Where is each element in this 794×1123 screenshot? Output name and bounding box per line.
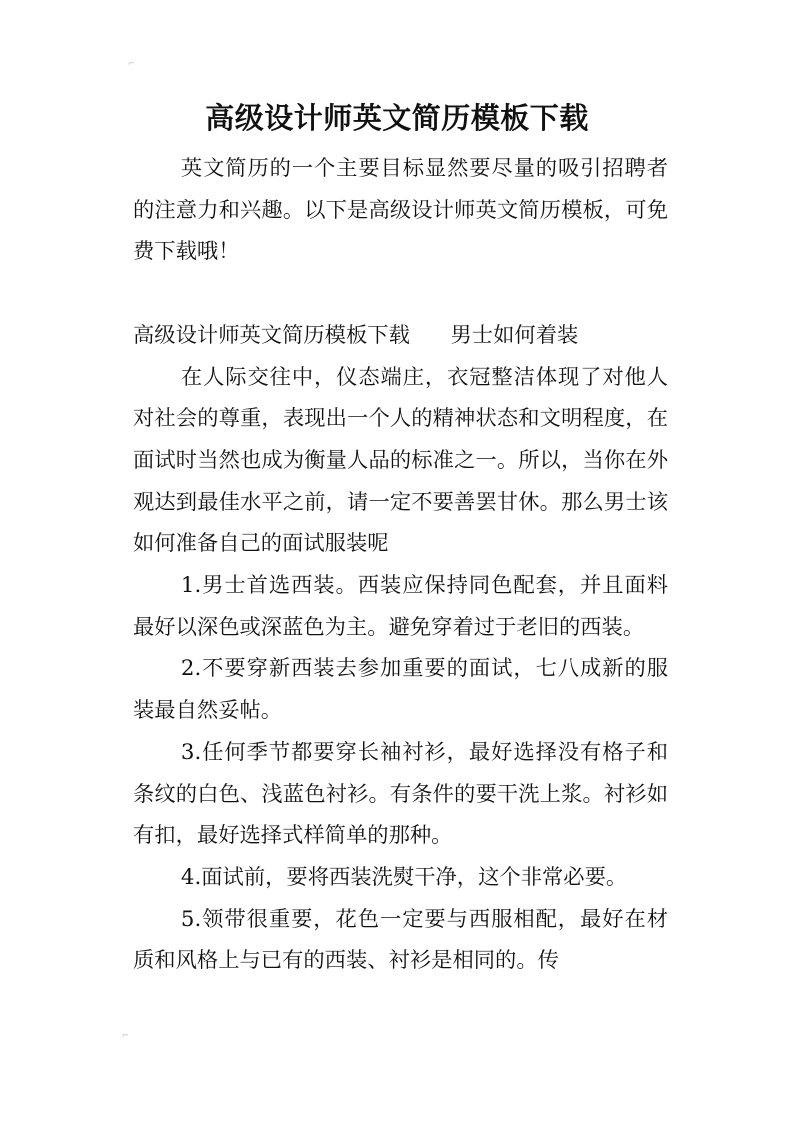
list-item: 2.不要穿新西装去参加重要的面试，七八成新的服装最自然妥帖。 xyxy=(133,656,668,724)
subheading-left: 高级设计师英文简历模板下载 xyxy=(133,322,410,348)
document-title: 高级设计师英文简历模板下载 xyxy=(205,101,589,135)
main-paragraph: 在人际交往中，仪态端庄，衣冠整洁体现了对他人对社会的尊重，表现出一个人的精神状态和文明程度，在面试时当然也成为衡量人品的标准之一。所以，当你在外观达到最佳水平之前，请一定不要善罢甘休。那么男士该如何准备自己的面试服装呢 xyxy=(133,364,668,557)
list-item: 3.任何季节都要穿长袖衬衫，最好选择没有格子和条纹的白色、浅蓝色衬衫。有条件的要干洗上浆。衬衫如有扣，最好选择式样简单的那种。 xyxy=(133,739,668,849)
list-item: 4.面试前，要将西装洗熨干净，这个非常必要。 xyxy=(180,864,628,890)
document-body xyxy=(133,148,668,982)
corner-crop-mark: ⌐ xyxy=(122,1031,129,1040)
subheading-right: 男士如何着装 xyxy=(450,322,579,348)
list-item: 1.男士首选西装。西装应保持同色配套，并且面料最好以深色或深蓝色为主。避免穿着过于老旧的西装。 xyxy=(133,573,668,640)
corner-crop-mark: ⌐ xyxy=(128,59,135,68)
paragraph-gap xyxy=(133,273,668,315)
section-subheading xyxy=(133,315,668,357)
list-item: 5.领带很重要，花色一定要与西服相配，最好在材质和风格上与已有的西装、衬衫是相同的。传 xyxy=(133,906,668,974)
intro-paragraph: 英文简历的一个主要目标显然要尽量的吸引招聘者的注意力和兴趣。以下是高级设计师英文简历模板，可免费下载哦！ xyxy=(133,156,668,265)
